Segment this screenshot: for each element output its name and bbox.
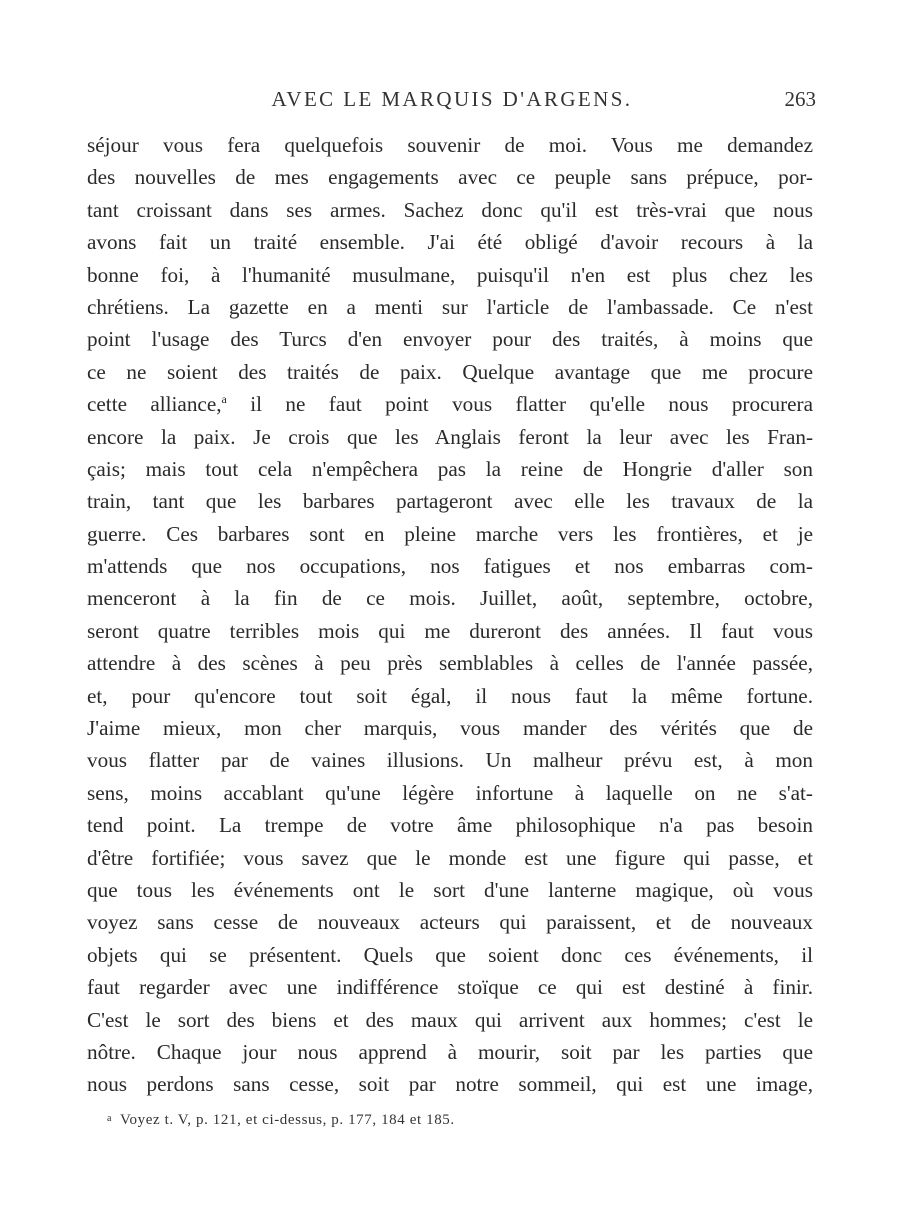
text-line: nôtre. Chaque jour nous apprend à mourir, soit par les parties que [87,1039,813,1064]
text-line: attendre à des scènes à peu près semblables à celles de l'année passée, [87,651,813,676]
line-prefix: cette alliance, [87,392,222,417]
text-line: sens, moins accablant qu'une légère infortune à laquelle on ne s'at- [87,780,813,805]
text-line: tant croissant dans ses armes. Sachez donc qu'il est très-vrai que nous [87,197,813,222]
text-line: guerre. Ces barbares sont en pleine marche vers les frontières, et je [87,521,813,546]
text-line: C'est le sort des biens et des maux qui arrivent aux hommes; c'est le [87,1007,813,1032]
text-line: avons fait un traité ensemble. J'ai été obligé d'avoir recours à la [87,230,813,255]
footnote-mark: a [107,1113,113,1124]
text-line: nous perdons sans cesse, soit par notre sommeil, qui est une image, [87,1072,813,1097]
text-line: tend point. La trempe de votre âme philosophique n'a pas besoin [87,813,813,838]
page-number: 263 [784,87,816,111]
footnote-text: Voyez t. V, p. 121, et ci-dessus, p. 177, 184 et 185. [120,1112,455,1128]
text-line: des nouvelles de mes engagements avec ce peuple sans prépuce, por- [87,165,813,190]
text-line: séjour vous fera quelquefois souvenir de moi. Vous me demandez [87,133,813,157]
text-line: et, pour qu'encore tout soit égal, il nous faut la même fortune. [87,683,813,708]
text-line: que tous les événements ont le sort d'une lanterne magique, où vous [87,877,813,902]
text-line: seront quatre terribles mois qui me dureront des années. Il faut vous [87,618,813,643]
running-title: AVEC LE MARQUIS D'ARGENS. [271,87,633,111]
footnote [107,1110,455,1130]
line-rest: il ne faut point vous flatter qu'elle nous procurera [250,392,813,417]
text-line: menceront à la fin de ce mois. Juillet, août, septembre, octobre, [87,586,813,611]
text-line: point l'usage des Turcs d'en envoyer pour des traités, à moins que [87,327,813,352]
text-line: encore la paix. Je crois que les Anglais feront la leur avec les Fran- [87,424,813,449]
text-line: train, tant que les barbares partageront avec elle les travaux de la [87,489,813,514]
text-line: d'être fortifiée; vous savez que le monde est une figure qui passe, et [87,845,813,870]
text-line: çais; mais tout cela n'empêchera pas la reine de Hongrie d'aller son [87,456,813,481]
text-line: faut regarder avec une indifférence stoïque ce qui est destiné à finir. [87,975,813,1000]
text-line: ce ne soient des traités de paix. Quelque avantage que me procure [87,359,813,384]
text-line: objets qui se présentent. Quels que soient donc ces événements, il [87,942,813,967]
text-line: m'attends que nos occupations, nos fatigues et nos embarras com- [87,554,813,579]
footnote-reference: a [221,392,227,407]
running-head [88,84,816,114]
text-line: voyez sans cesse de nouveaux acteurs qui paraissent, et de nouveaux [87,910,813,935]
text-line: chrétiens. La gazette en a menti sur l'article de l'ambassade. Ce n'est [87,294,813,319]
text-line: vous flatter par de vaines illusions. Un malheur prévu est, à mon [87,748,813,773]
text-line-with-footnote-ref [87,388,813,420]
text-line: bonne foi, à l'humanité musulmane, puisqu'il n'en est plus chez les [87,262,813,287]
letter-body [87,129,813,1101]
text-line: J'aime mieux, mon cher marquis, vous mander des vérités que de [87,716,813,741]
